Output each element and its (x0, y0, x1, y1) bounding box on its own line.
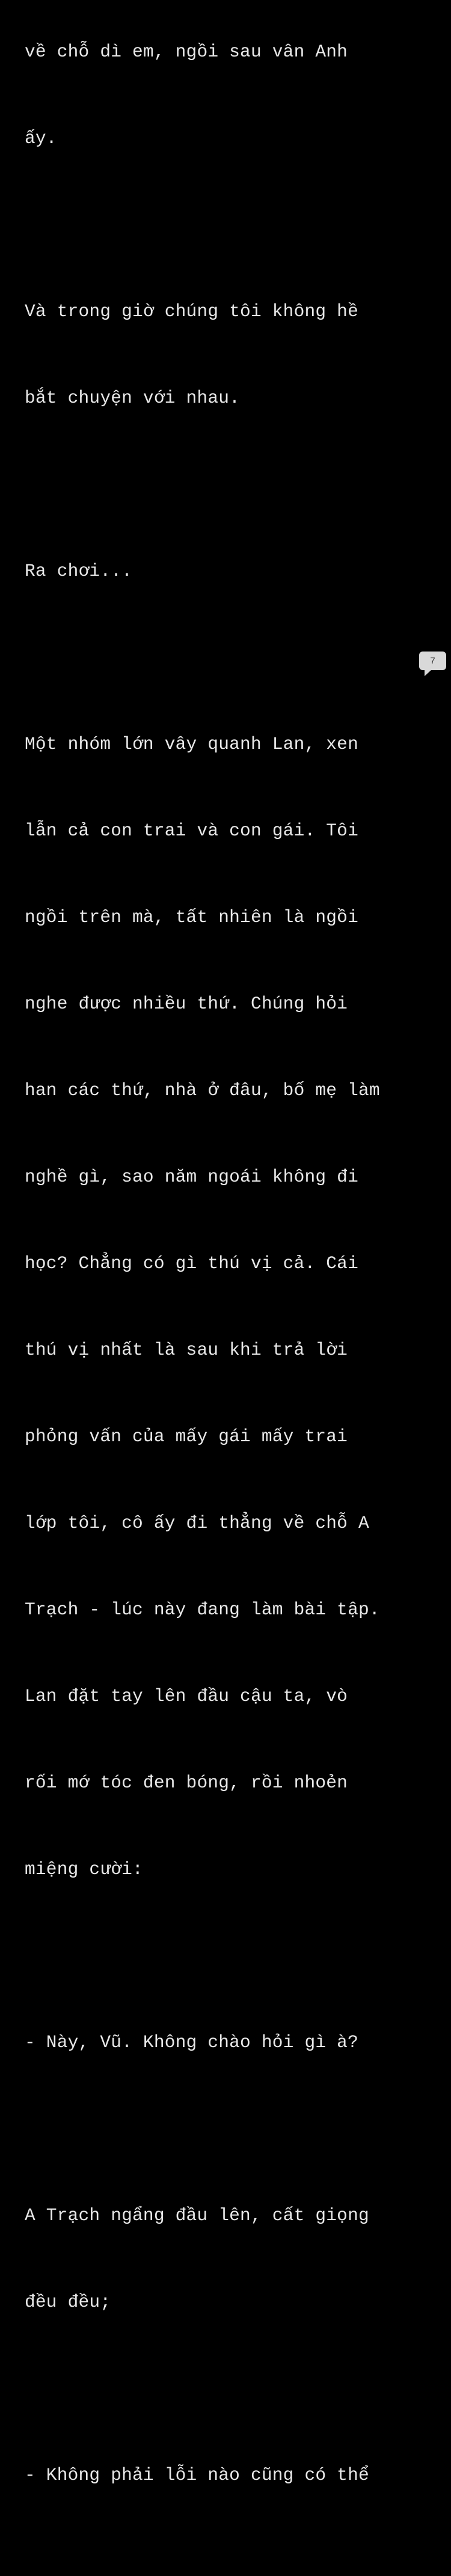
comment-count: 7 (430, 656, 435, 666)
text-line: - Không phải lỗi nào cũng có thể (25, 2465, 369, 2485)
text-line: ấy. (25, 128, 57, 148)
text-line: A Trạch ngẩng đầu lên, cất giọng (25, 2205, 369, 2226)
text-line: lẫn cả con trai và con gái. Tôi (25, 820, 358, 841)
text-line: - Này, Vũ. Không chào hỏi gì à? (25, 2032, 358, 2053)
text-line: ngồi trên mà, tất nhiên là ngồi (25, 907, 358, 927)
text-line: nghe được nhiều thứ. Chúng hỏi (25, 993, 348, 1014)
text-line: Một nhóm lớn vây quanh Lan, xen (25, 734, 358, 754)
paragraph (25, 1970, 428, 2114)
text-line: rối mớ tóc đen bóng, rồi nhoẻn (25, 1772, 348, 1793)
paragraph (25, 672, 428, 1941)
paragraph (25, 2143, 428, 2374)
text-line: Ra chơi... (25, 561, 133, 581)
text-line: thú vị nhất là sau khi trả lời (25, 1340, 348, 1360)
text-line: phỏng vấn của mấy gái mấy trai (25, 1426, 348, 1447)
comment-bubble-icon[interactable] (419, 652, 446, 670)
text-line: về chỗ dì em, ngồi sau vân Anh (25, 41, 348, 62)
text-line: miệng cười: (25, 1859, 143, 1879)
paragraph (25, 239, 428, 470)
text-line: nghề gì, sao năm ngoái không đi (25, 1167, 358, 1187)
text-line: Trạch - lúc này đang làm bài tập. (25, 1599, 380, 1620)
text-line: Lan đặt tay lên đầu cậu ta, vò (25, 1686, 348, 1706)
chapter-text (25, 0, 428, 2576)
text-line: lớp tôi, cô ấy đi thẳng về chỗ A (25, 1513, 369, 1533)
paragraph (25, 2403, 428, 2547)
text-line: bắt chuyện với nhau. (25, 388, 241, 408)
text-line: han các thứ, nhà ở đâu, bố mẹ làm (25, 1080, 380, 1100)
text-line: đều đều; (25, 2292, 111, 2312)
paragraph (25, 499, 428, 643)
paragraph (25, 0, 428, 210)
text-line: Và trong giờ chúng tôi không hề (25, 301, 358, 322)
text-line: học? Chẳng có gì thú vị cả. Cái (25, 1253, 358, 1274)
